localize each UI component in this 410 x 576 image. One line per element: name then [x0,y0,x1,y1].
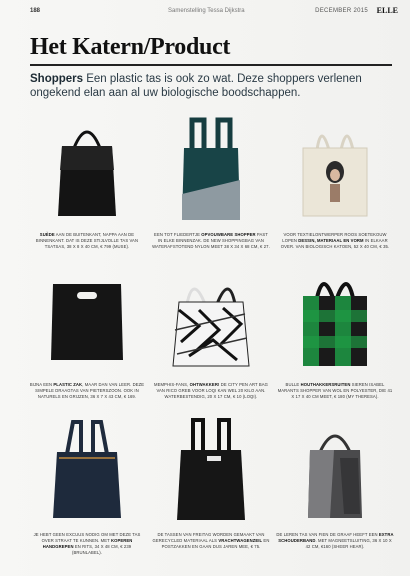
black-leather-cutout-bag-icon [28,264,146,376]
product-caption: VOOR TEXTIELONTWERPER ROOS SOETEKOUW LOPEN DESSIN, MATERIAAL EN VORM IN ELKAAR OVER. VAN BIOLOGISCH KATOEN, 52 X 40 CM, € 35. [280,232,390,249]
magazine-logo: ELLE [376,6,398,15]
black-tarp-shopper-icon [152,414,270,526]
green-plaid-shopper-icon [276,264,394,376]
product-caption: DE TASSEN VAN FREITAG WORDEN GEMAAKT VAN GERECYCLED MATERIAAL ALS VRACHTWAGENZEIL EN POSTZAKKEN EN GAAN DUS JAREN MEE, € 75. [152,532,270,549]
product-caption: BIJNA EEN PLASTIC ZAK, MAAR DAN VAN LEER. DEZE SIMPELE DRAAGTAS VAN PIETERSZOON. OOK IN NATURELS EN GRIJZEN, 36 X 7 X 43 CM, € 169. [29,382,145,399]
metallic-leather-tote-icon [276,414,394,526]
teal-grey-nylon-shopper-icon [152,114,270,226]
product-caption: BULLE HOUTHAKKERSRUITEN SIEREN ISABEL MARANTS SHOPPER VAN WOL EN POLYESTER, DIE 41 X 17 X 40 CM MEET, € 180 (MY THERESA). [277,382,393,399]
credit-line: Samenstelling Tessa Dijkstra [168,8,245,14]
page-number: 188 [30,8,41,14]
product-caption: MEMPHIS-FANS, OHTWAKKER! DE CITY PEN ART BAG VAN RICO GREB VOOR LOQI KAN WEL 20 KILO AAN. WATERBESTENDIG, 20 X 17 CM, € 10 (LOQI). [153,382,268,399]
page-header [30,6,398,18]
memphis-print-shopper-icon [152,264,270,376]
page-title: Het Katern/Product [30,34,231,60]
product-caption: SUÈDE AAN DE BUITENKANT, NAPPA AAN DE BINNENKANT. DAT IS DEZE STIJLVOLLE TAS VAN TSATSAS, 38 X 8 X 40 CM, € 799 (MUSE). [35,232,139,249]
product-caption: JE HEBT GEEN EXCUUS NODIG OM MET DEZE TAS OVER STRAAT TE KUNNEN. MET KOPEREN HANDGREPEN EN RITS, 34 X 48 CM, € 239 (BRUNLABEL). [33,532,141,555]
intro-lead: Shoppers [30,73,84,85]
product-caption: DE LEREN TAS VAN FIEN DE GRAAF HEEFT EEN EXTRA SCHOUDERBAND. MET MAGNEETSLUITING, 36 X 10 X 42 CM, €160 (SHEER HEAR). [276,532,394,549]
intro-text [30,72,392,100]
product-caption: EEN TOT FLIEDERTJE OPVOUWBARE SHOPPER PAST IN ELKE BINNENZAK. DE NEW SHOPPINGBAG VAN WATERAFSTOTEND NYLON MEET 38 X 34 X 68 CM, € 27. [152,232,270,249]
black-suede-tote-icon [28,114,146,226]
title-divider [30,64,392,66]
intro-body: Een plastic tas is ook zo wat. Deze shoppers verlenen ongekend elan aan al uw biologische boodschappen. [30,73,362,99]
printed-cotton-tote-icon [276,114,394,226]
navy-zip-tote-icon [28,414,146,526]
issue-date: DECEMBER 2015 [315,8,368,14]
